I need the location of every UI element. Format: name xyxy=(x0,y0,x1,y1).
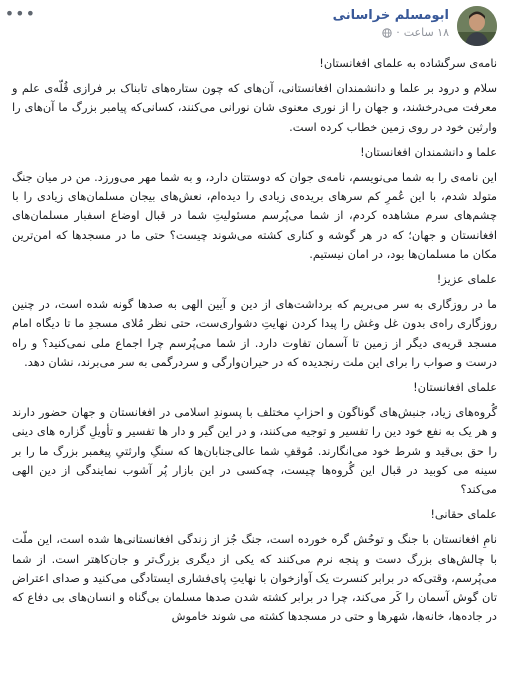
meta-separator: · xyxy=(396,26,400,39)
post-meta xyxy=(333,26,449,39)
post-paragraph: سلام و درود بر علما و دانشمندان افغانستانی، آن‌های که چون ستاره‌های تابناک بر فرازی قُلّه‌ی علم و معرفت می‌درخشند، و جهان را از نوری معنوی شان نورانی می‌کنند، کسانی‌که پیامبر بزرگ ما آن‌های را وارثین خود در روی زمین خطاب کرده است. xyxy=(12,81,497,134)
post-paragraph: نامِ افغانستان با جنگ و توحُش گره خورده است، جنگ جُز از زندگی افغانستانی‌ها شده است، این ملّت با چالش‌های بزرگ دست و پنجه نرم می‌کنند که یکی از دیگری بزرگ‌تر و جان‌کاهتر است. از شما می‌پُرسم، وقتی‌که در برابر کنسرت یک آوازخوان با نهایتِ پای‌فشاری ایستادگی می‌کنید و صدای اعتراض تان گوش آسمان را کَر می‌کند، چرا در برابر کشته شدن صدها مسلمان بی‌گناه و انسان‌های بی دفاع که در جاده‌ها، خانه‌ها، شهرها و حتی در مسجدها کشته می شوند خاموش xyxy=(12,532,497,624)
section-heading: نامه‌ی سرگشاده به علمای افغانستان! xyxy=(319,56,497,70)
author-name[interactable]: ابومسلم خراسانی xyxy=(332,8,449,23)
post-timestamp[interactable]: ۱۸ ساعت xyxy=(403,26,449,39)
section-heading: علمای افغانستان! xyxy=(413,380,497,395)
post-paragraph: گُروه‌های زیاد، جنبش‌های گوناگون و احزابِ مختلف با پسوندِ اسلامی در افغانستان و جهان حضور دارند و هر یک به نفع خود دین را تفسیر و توجیه می‌کنند، و در این گیر و دار ها تفسیر و تأویلِ گزاره‌ های دینی را حق بی‌قید و شرط خود می‌انگارند. مُوقفِ شما عالی‌جنابان‌ها که سنگِ وارثتیِ پیغمبر بزرگ ما را بر سینه می کوبید در قبال این گُروه‌ها چیست، چه‌کسی در این بازار پُر آشوب نمایندگی از دین الهی می‌کند؟ xyxy=(12,405,497,497)
globe-icon[interactable] xyxy=(382,28,392,38)
avatar[interactable] xyxy=(457,6,497,46)
section-heading: علما و دانشمندان افغانستان! xyxy=(360,144,497,159)
section-heading: علمای عزیز! xyxy=(436,272,497,287)
post-body xyxy=(12,54,497,626)
post-paragraph: ما در روزگاری به سر می‌بریم که برداشت‌های از دین و آیین الهی به صدها گونه شده است، در چنین روزگاری راه‌ی بدون غل وغش را پیدا کردن نهایتِ دشواری‌ست، حتی نظر مُلای مسجدِ ما تا دیگاه امام مسجد قریه‌ی دیگر از زمین تا آسمان تفاوت دارد. از شما می‌پُرسم چرا اجماع ملی نمی‌کنید؟ و راه درست و صواب را برای این ملت رنجدیده که در حیران‌وارگی و سردرگمی به سر می‌برند، نشان دهد. xyxy=(12,297,497,369)
author-block xyxy=(333,8,449,39)
section-heading: علمای حقانی! xyxy=(430,507,497,522)
post-paragraph: این نامه‌ی را به شما می‌نویسم، نامه‌ی جوان که دوستتان دارد، و به شما مهر می‌ورزد. من در میان جنگ متولد شدم، با این عُمرِ کم سرهای بریده‌ی زیادی را دیده‌ام، نعش‌های بیجان مسلمان‌های زیادی را با چشم‌های سرم مشاهده کردم، از شما می‌پُرسم مسئولیتِ شما در قبال اوضاع اسفبار مسلمان‌های افغانستان و جهان؛ که در هر گوشه و کناری کشته می‌شوند چیست؟ حتی ما در مسجدها که امن‌ترین مکان ما مسلمان‌ها بود، در امان نیستیم. xyxy=(12,170,497,261)
more-options-icon[interactable]: ••• xyxy=(4,4,36,23)
post-header xyxy=(4,4,497,50)
